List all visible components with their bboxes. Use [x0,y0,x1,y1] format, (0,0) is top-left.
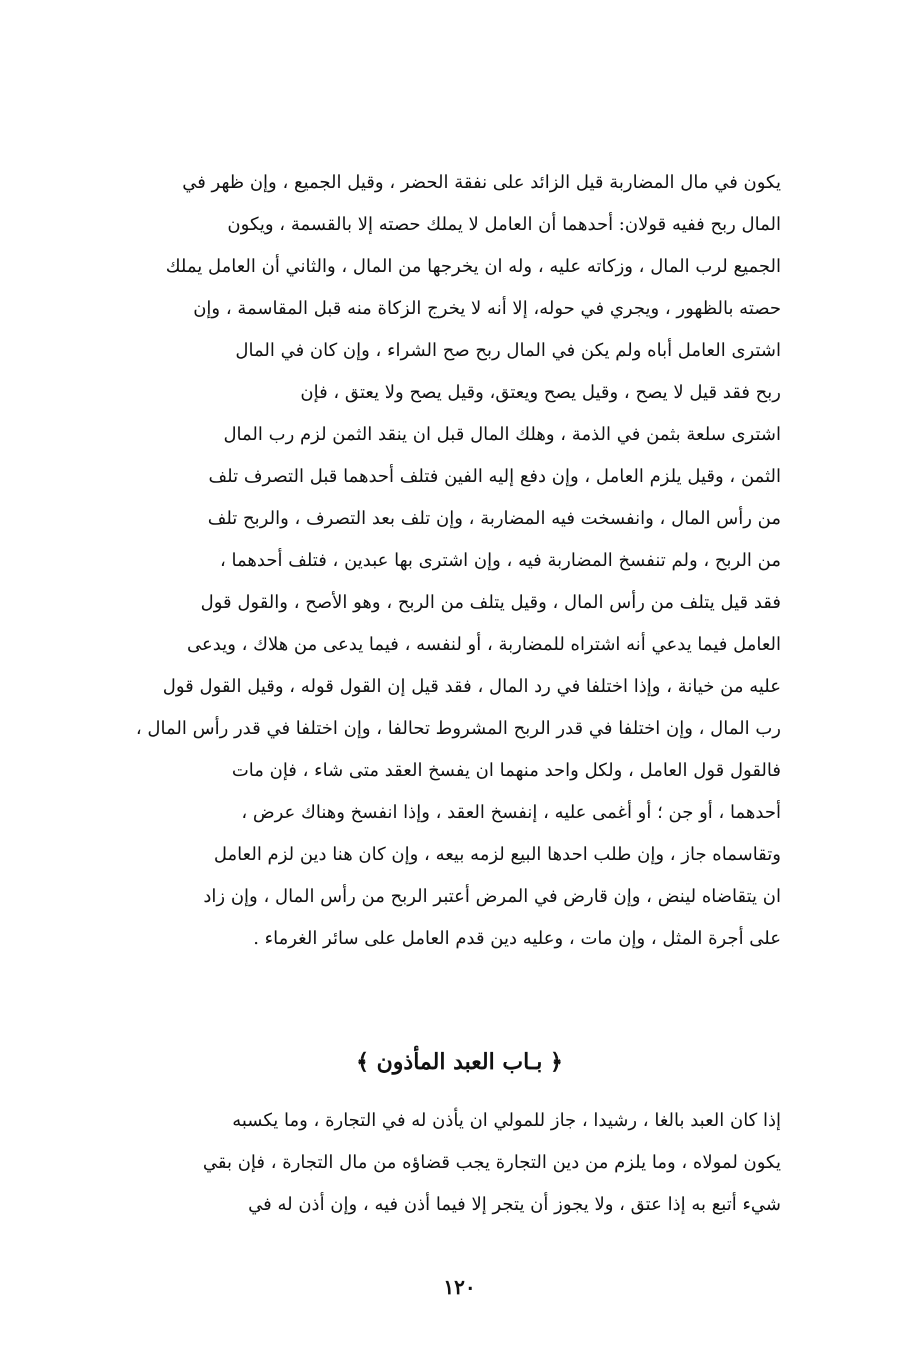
text-line: على أجرة المثل ، وإن مات ، وعليه دين قدم العامل على سائر الغرماء . [253,928,781,949]
paragraph-mudaraba [101,162,781,960]
paragraph-authorized-slave [101,1100,781,1226]
text-line: يكون لمولاه ، وما يلزم من دين التجارة يجب قضاؤه من مال التجارة ، فإن بقي [202,1152,781,1173]
page-number: ١٢٠ [443,1275,476,1299]
text-line: أحدهما ، أو جن ؛ أو أغمى عليه ، إنفسخ العقد ، وإذا انفسخ وهناك عرض ، [241,802,781,823]
text-line: من رأس المال ، وانفسخت فيه المضاربة ، وإن تلف بعد التصرف ، والربح تلف [207,508,781,529]
text-line: رب المال ، وإن اختلفا في قدر الربح المشروط تحالفا ، وإن اختلفا في قدر رأس المال ، [135,718,781,739]
text-line: المال ربح ففيه قولان: أحدهما أن العامل لا يملك حصته إلا بالقسمة ، ويكون [227,214,781,235]
section-heading: ﴿ بـاب العبد المأذون ﴾ [356,1049,563,1075]
text-line: الثمن ، وقيل يلزم العامل ، وإن دفع إليه الفين فتلف أحدهما قبل التصرف تلف [208,466,781,487]
text-line: فقد قيل يتلف من رأس المال ، وقيل يتلف من الربح ، وهو الأصح ، والقول قول [200,592,781,613]
text-line: عليه من خيانة ، وإذا اختلفا في رد المال ، فقد قيل إن القول قوله ، وقيل القول قول [162,676,781,697]
text-line: يكون في مال المضاربة قيل الزائد على نفقة الحضر ، وقيل الجميع ، وإن ظهر في [182,172,781,193]
text-line: إذا كان العبد بالغا ، رشيدا ، جاز للمولي ان يأذن له في التجارة ، وما يكسبه [232,1110,781,1131]
text-line: العامل فيما يدعي أنه اشتراه للمضاربة ، أو لنفسه ، فيما يدعى من هلاك ، ويدعى [187,634,781,655]
text-line: حصته بالظهور ، ويجري في حوله، إلا أنه لا يخرج الزكاة منه قبل المقاسمة ، وإن [193,298,781,319]
text-line: شيء أتبع به إذا عتق ، ولا يجوز أن يتجر إلا فيما أذن فيه ، وإن أذن له في [248,1194,781,1215]
text-line: فالقول قول العامل ، ولكل واحد منهما ان يفسخ العقد متى شاء ، فإن مات [231,760,781,781]
text-line: من الربح ، ولم تنفسخ المضاربة فيه ، وإن اشترى بها عبدين ، فتلف أحدهما ، [219,550,781,571]
text-line: اشترى العامل أباه ولم يكن في المال ربح صح الشراء ، وإن كان في المال [235,340,781,361]
text-line: الجميع لرب المال ، وزكاته عليه ، وله ان يخرجها من المال ، والثاني أن العامل يملك [165,256,781,277]
text-line: وتقاسماه جاز ، وإن طلب احدها البيع لزمه بيعه ، وإن كان هنا دين لزم العامل [213,844,781,865]
text-line: ربح فقد قيل لا يصح ، وقيل يصح ويعتق، وقيل يصح ولا يعتق ، فإن [300,382,781,403]
text-line: اشترى سلعة بثمن في الذمة ، وهلك المال قبل ان ينقد الثمن لزم رب المال [223,424,781,445]
text-line: ان يتقاضاه لينض ، وإن قارض في المرض أعتبر الربح من رأس المال ، وإن زاد [203,886,781,907]
